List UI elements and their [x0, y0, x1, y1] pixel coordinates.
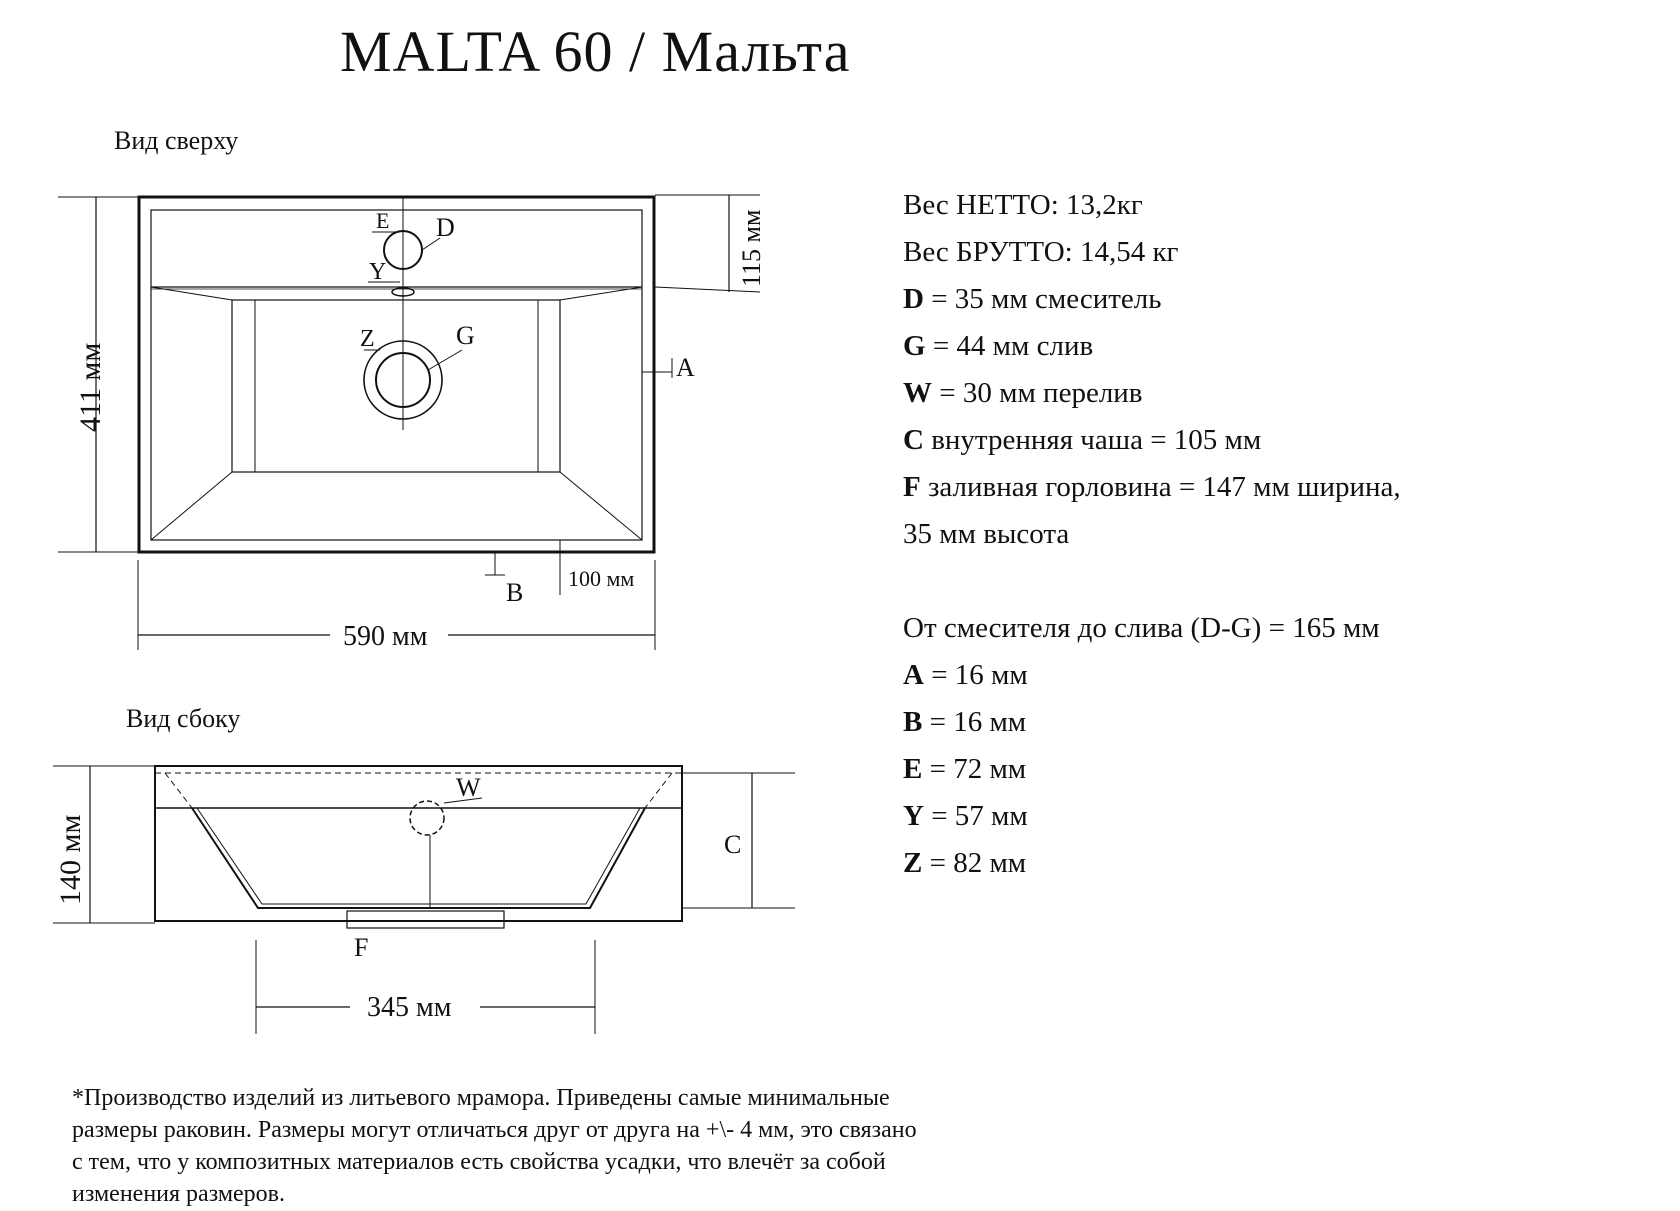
side-height-dim: 140 мм [54, 814, 87, 905]
spec-b-text: = 16 мм [922, 706, 1027, 738]
specifications [903, 182, 1401, 887]
top-offset-dim: 100 мм [568, 566, 635, 591]
spec-z-text: = 82 мм [922, 847, 1027, 879]
spec-a-text: = 16 мм [923, 659, 1028, 691]
spec-f [903, 464, 1401, 511]
label-b: B [506, 578, 524, 607]
spec-g-key: G [903, 330, 926, 362]
footnote: *Производство изделий из литьевого мрамора. Приведены самые минимальные размеры раковин. Размеры могут отличаться друг от друга на +\- 4 мм, это связано с тем, что у композитных материалов есть свойства усадки, что влечёт за собой изменения размеров. [72, 1085, 917, 1207]
spec-y [903, 793, 1401, 840]
top-view-drawing [58, 195, 760, 650]
spacer [903, 558, 1401, 605]
spec-c-text: внутренняя чаша = 105 мм [923, 424, 1262, 456]
top-depth-dim: 115 мм [737, 209, 766, 287]
spec-e-text: = 72 мм [922, 753, 1027, 785]
spec-dg-distance: От смесителя до слива (D-G) = 165 мм [903, 612, 1380, 644]
top-height-dim: 411 мм [74, 342, 107, 432]
spec-gross-weight: Вес БРУТТО: 14,54 кг [903, 236, 1179, 268]
label-y: Y [369, 259, 387, 285]
top-width-dim: 590 мм [343, 621, 428, 652]
label-c: C [724, 830, 742, 859]
spec-g-text: = 44 мм слив [925, 330, 1094, 362]
spec-e [903, 746, 1401, 793]
spec-y-key: Y [903, 800, 924, 832]
spec-f-height: 35 мм высота [903, 518, 1070, 550]
label-d: D [436, 213, 455, 242]
spec-e-key: E [903, 753, 923, 785]
spec-a [903, 652, 1401, 699]
spec-f-text: заливная горловина = 147 мм ширина, [920, 471, 1401, 503]
page-title: MALTA 60 / Мальта [340, 19, 851, 84]
label-g: G [456, 321, 475, 350]
spec-w-text: = 30 мм перелив [932, 377, 1143, 409]
side-view-label: Вид сбоку [126, 704, 241, 733]
spec-d-text: = 35 мм смеситель [923, 283, 1162, 315]
spec-z [903, 840, 1401, 887]
label-e: E [376, 208, 390, 233]
spec-d-key: D [903, 283, 924, 315]
spec-net-weight: Вес НЕТТО: 13,2кг [903, 189, 1143, 221]
spec-c [903, 417, 1401, 464]
spec-w-key: W [903, 377, 932, 409]
label-z: Z [360, 326, 375, 352]
spec-f-key: F [903, 471, 921, 503]
label-w: W [456, 773, 481, 802]
spec-w [903, 370, 1401, 417]
spec-y-text: = 57 мм [923, 800, 1028, 832]
side-width-dim: 345 мм [367, 992, 452, 1023]
spec-g [903, 323, 1401, 370]
spec-c-key: C [903, 424, 924, 456]
spec-b-key: B [903, 706, 923, 738]
spec-a-key: A [903, 659, 924, 691]
spec-z-key: Z [903, 847, 923, 879]
top-view-label: Вид сверху [114, 126, 239, 155]
spec-b [903, 699, 1401, 746]
label-a: A [676, 353, 695, 382]
spec-d [903, 276, 1401, 323]
label-f: F [354, 933, 369, 962]
